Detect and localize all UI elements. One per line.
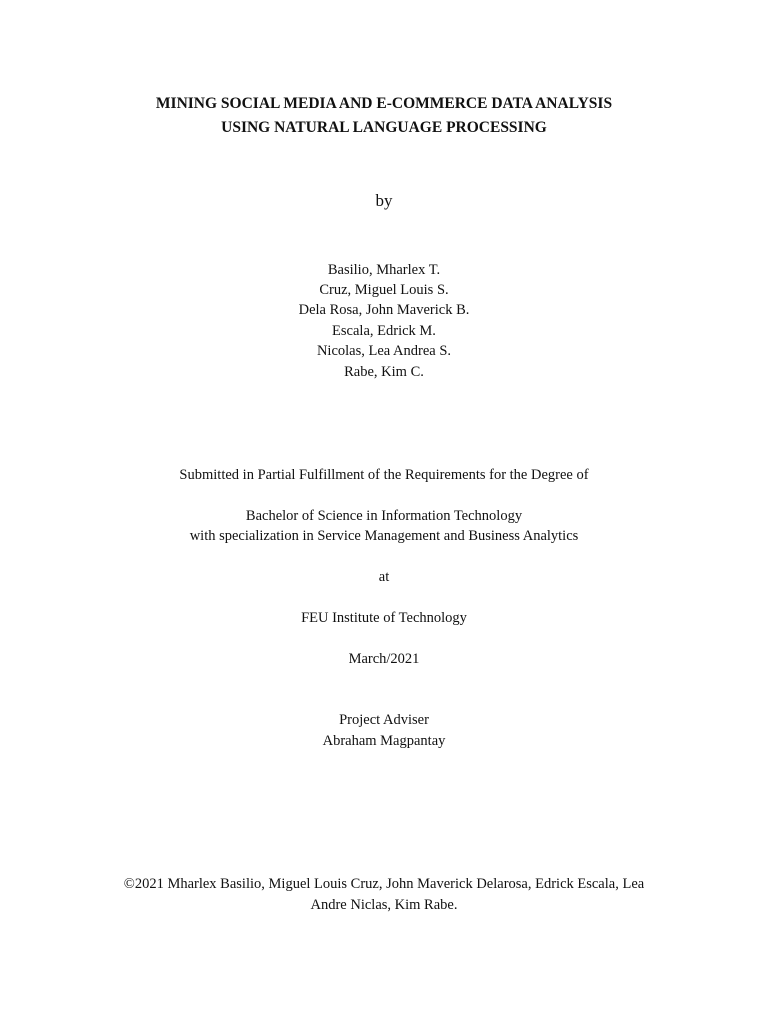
- copyright-line-2: Andre Niclas, Kim Rabe.: [310, 897, 458, 913]
- author-name: Cruz, Miguel Louis S.: [319, 282, 449, 298]
- submission-date: March/2021: [348, 651, 420, 667]
- adviser-name: Abraham Magpantay: [322, 733, 446, 749]
- institution-name: FEU Institute of Technology: [301, 610, 467, 626]
- degree-specialization: with specialization in Service Management and Business Analytics: [189, 528, 579, 544]
- adviser-label: Project Adviser: [339, 712, 429, 728]
- by-label: by: [375, 191, 393, 210]
- submission-statement: Submitted in Partial Fulfillment of the Requirements for the Degree of: [179, 467, 589, 483]
- degree-name: Bachelor of Science in Information Technology: [245, 508, 523, 524]
- title-line-2: USING NATURAL LANGUAGE PROCESSING: [221, 119, 547, 136]
- author-name: Escala, Edrick M.: [332, 323, 436, 339]
- author-name: Basilio, Mharlex T.: [327, 262, 441, 278]
- copyright-line-1: ©2021 Mharlex Basilio, Miguel Louis Cruz, John Maverick Delarosa, Edrick Escala, Lea: [123, 876, 645, 892]
- at-label: at: [378, 569, 390, 585]
- author-name: Dela Rosa, John Maverick B.: [298, 302, 470, 318]
- author-name: Nicolas, Lea Andrea S.: [316, 343, 452, 359]
- title-line-1: MINING SOCIAL MEDIA AND E-COMMERCE DATA ANALYSIS: [155, 95, 613, 112]
- author-name: Rabe, Kim C.: [344, 364, 424, 380]
